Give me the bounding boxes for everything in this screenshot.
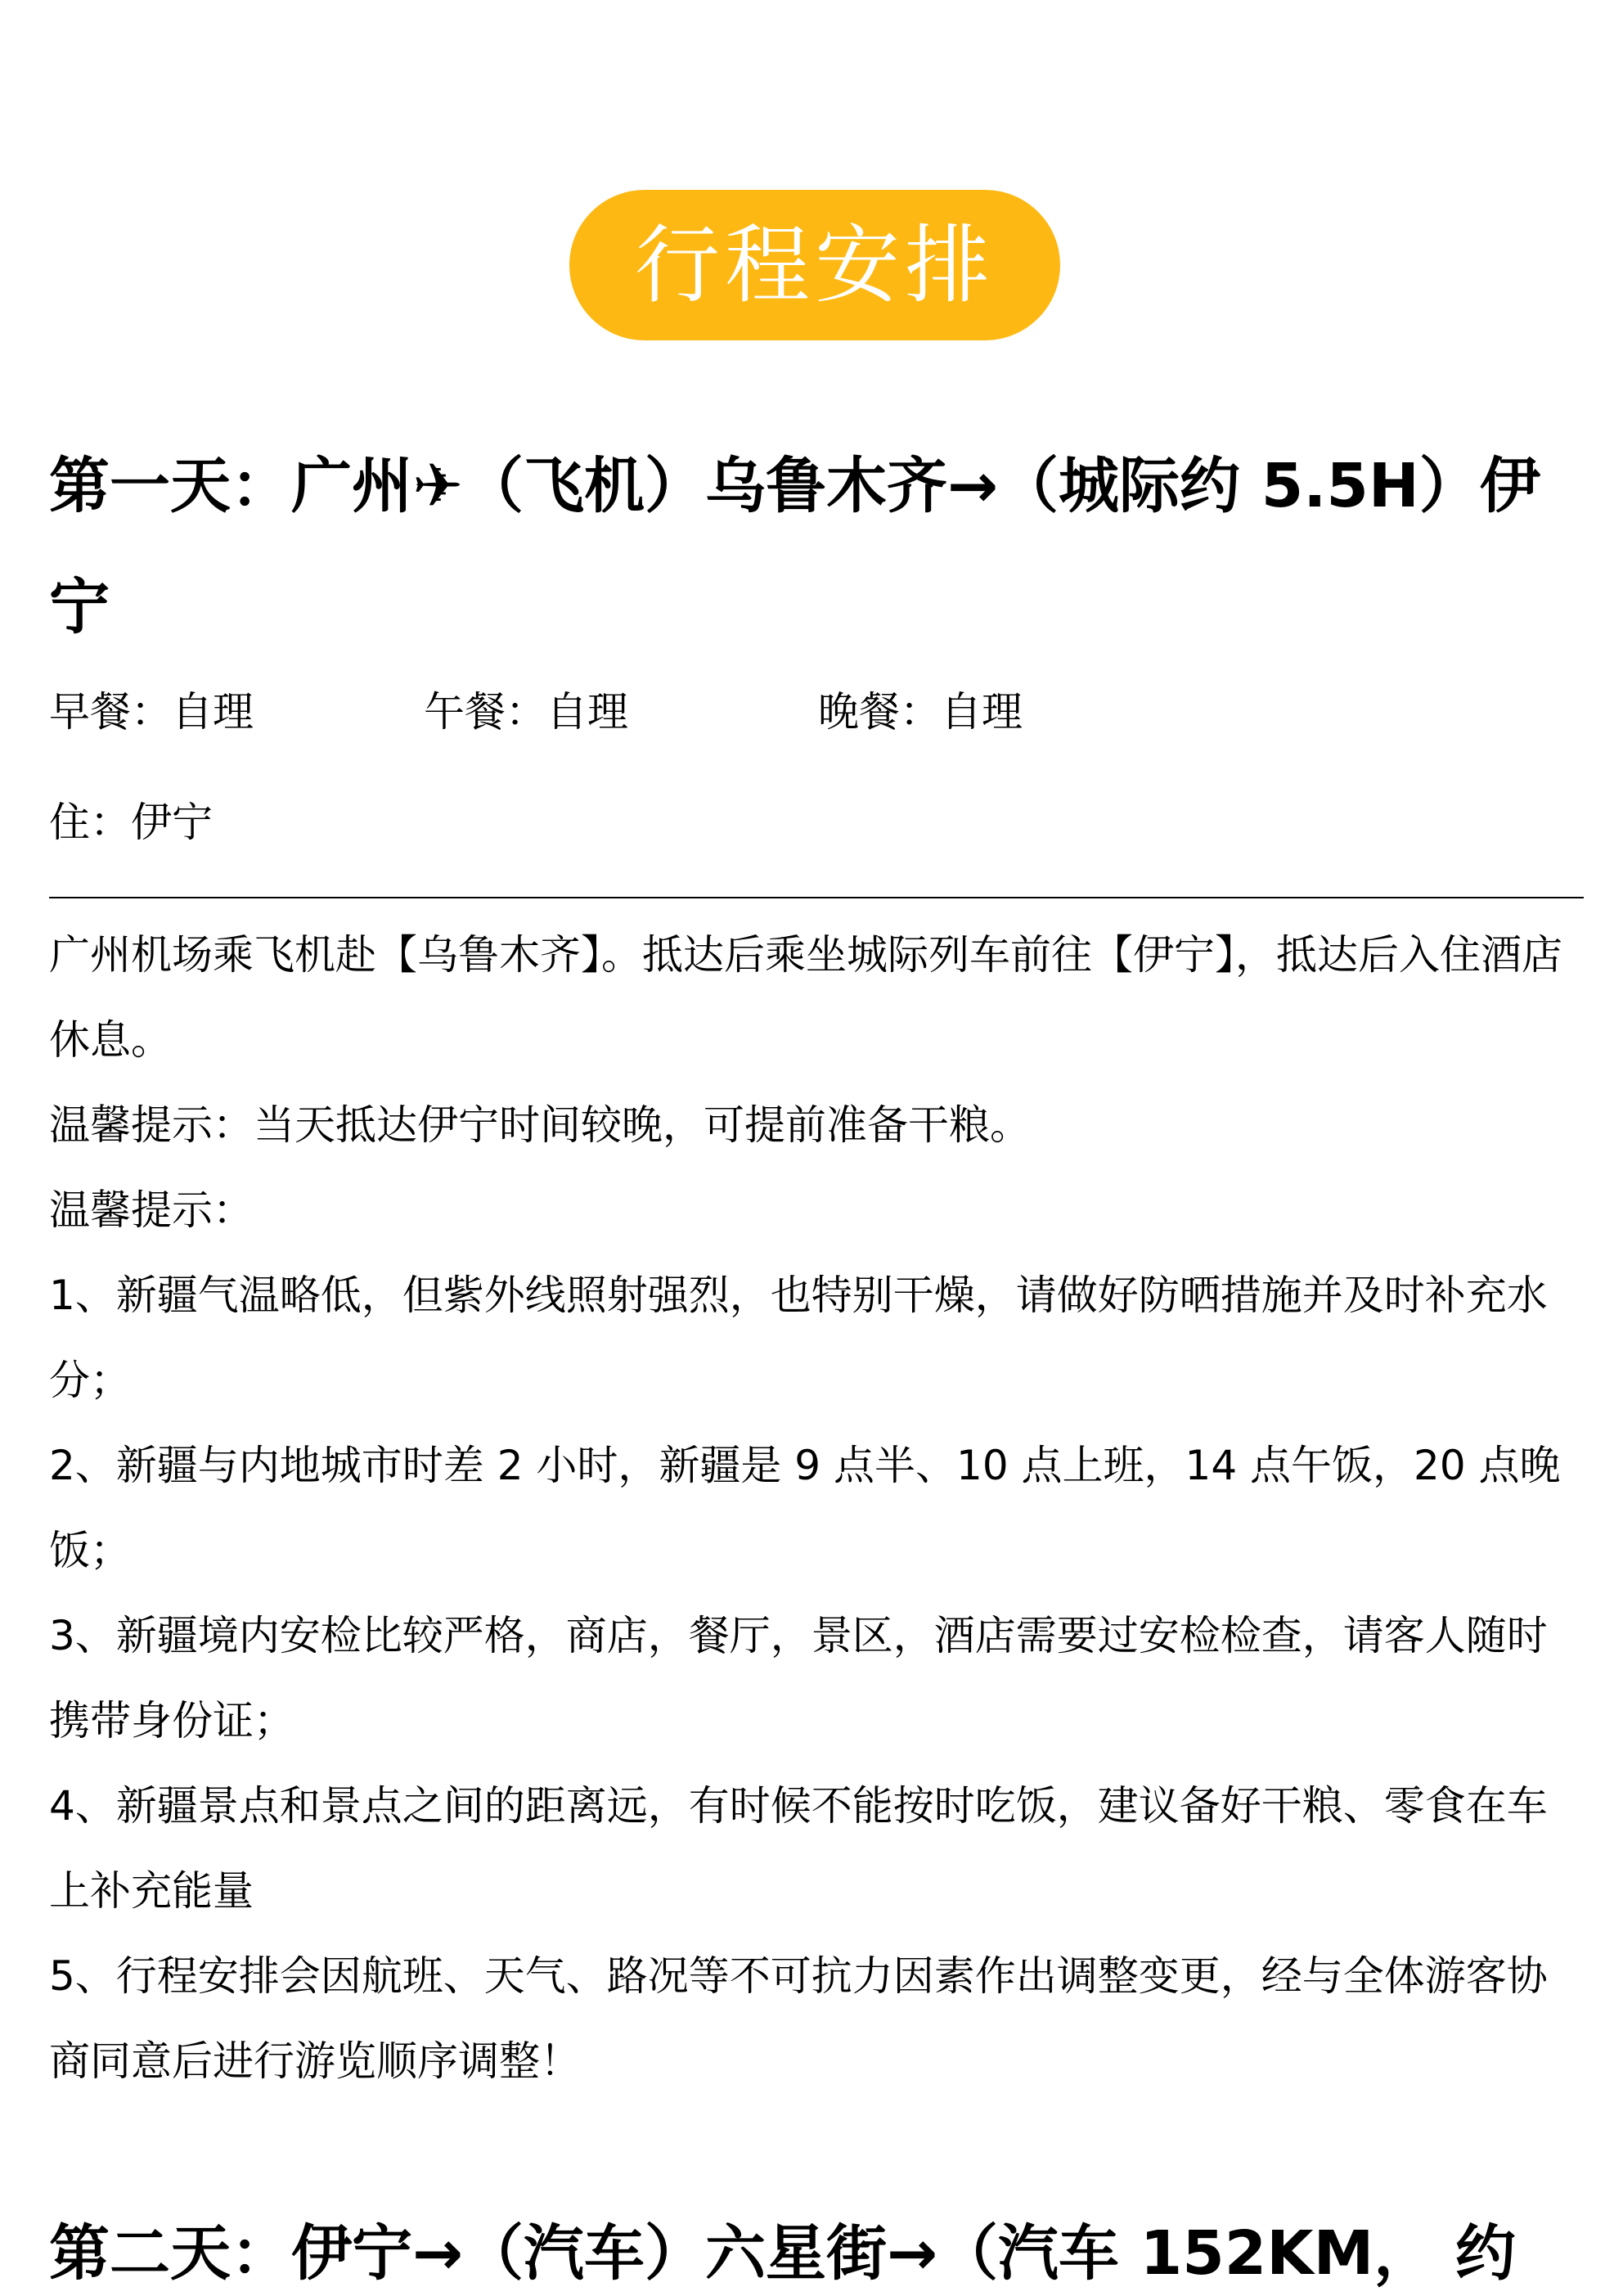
day1-paragraph: 广州机场乘飞机赴【乌鲁木齐】。抵达后乘坐城际列车前往【伊宁】，抵达后入住酒店休息。: [49, 931, 1562, 1064]
day1-paragraph: 3、新疆境内安检比较严格，商店，餐厅，景区，酒店需要过安检检查，请客人随时携带身份证；: [49, 1612, 1548, 1745]
dinner-info: 晚餐：自理: [818, 688, 1023, 736]
day1-accommodation: 住：伊宁: [49, 799, 213, 846]
day1-paragraph: 1、新疆气温略低，但紫外线照射强烈，也特别干燥，请做好防晒措施并及时补充水分；: [49, 1272, 1548, 1404]
day1-paragraph: 温馨提示：当天抵达伊宁时间较晚，可提前准备干粮。: [49, 1101, 1031, 1149]
day1-description: [49, 912, 1587, 2104]
breakfast-info: 早餐：自理: [49, 688, 254, 736]
day1-paragraph: 5、行程安排会因航班、天气、路况等不可抗力因素作出调整变更，经与全体游客协商同意后进行游览顺序调整！: [49, 1952, 1548, 2085]
day2-heading: 第二天：伊宁→（汽车）六星街→（汽车 152KM， 约: [49, 2218, 1516, 2289]
section-title: 行程安排: [634, 215, 995, 315]
day1-paragraph: 2、新疆与内地城市时差 2 小时，新疆是 9 点半、10 点上班，14 点午饭，20 点晚饭；: [49, 1442, 1561, 1574]
section-title-badge: [569, 190, 1060, 340]
day1-heading: 第一天：广州✈（飞机）乌鲁木齐→（城际约 5.5H）伊宁: [49, 451, 1540, 642]
section-divider: [49, 897, 1584, 898]
day1-paragraph: 4、新疆景点和景点之间的距离远，有时候不能按时吃饭，建议备好干粮、零食在车上补充能量: [49, 1782, 1548, 1915]
day1-meals: [49, 679, 1587, 745]
day1-paragraph: 温馨提示：: [49, 1186, 254, 1234]
lunch-info: 午餐：自理: [424, 688, 628, 736]
